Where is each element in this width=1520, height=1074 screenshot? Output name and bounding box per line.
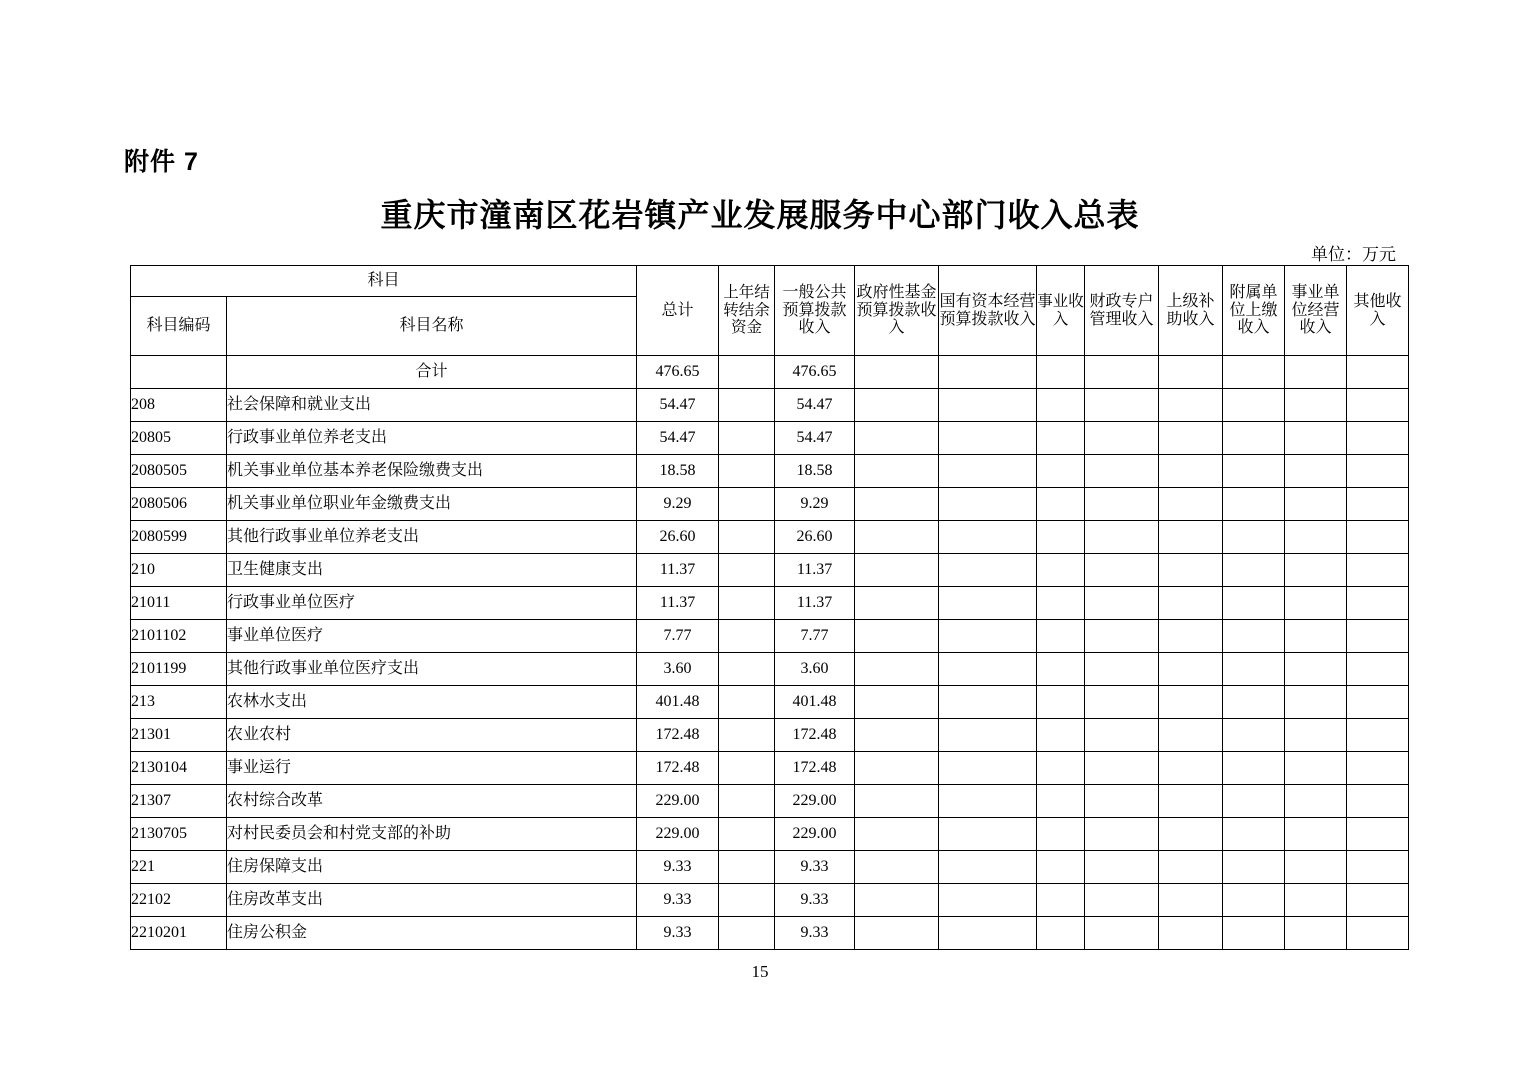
cell-business — [1037, 422, 1085, 455]
header-total: 总计 — [637, 266, 719, 356]
cell-other — [1347, 554, 1409, 587]
cell-special — [1085, 884, 1159, 917]
cell-soe — [939, 422, 1037, 455]
cell-fund — [855, 422, 939, 455]
cell-subject-name: 卫生健康支出 — [227, 554, 637, 587]
cell-carryover — [719, 587, 775, 620]
cell-operating — [1285, 587, 1347, 620]
cell-total: 54.47 — [637, 389, 719, 422]
cell-business — [1037, 521, 1085, 554]
cell-soe — [939, 587, 1037, 620]
table-row — [131, 752, 1409, 785]
cell-operating — [1285, 818, 1347, 851]
cell-other — [1347, 851, 1409, 884]
cell-total: 229.00 — [637, 818, 719, 851]
cell-soe — [939, 356, 1037, 389]
cell-fund — [855, 356, 939, 389]
cell-total: 54.47 — [637, 422, 719, 455]
cell-general: 11.37 — [775, 554, 855, 587]
cell-operating — [1285, 785, 1347, 818]
cell-carryover — [719, 620, 775, 653]
cell-subject-code: 210 — [131, 554, 227, 587]
table-row — [131, 389, 1409, 422]
cell-general: 9.33 — [775, 917, 855, 950]
table-row — [131, 488, 1409, 521]
cell-special — [1085, 785, 1159, 818]
cell-superior — [1159, 719, 1223, 752]
cell-operating — [1285, 521, 1347, 554]
cell-business — [1037, 587, 1085, 620]
cell-subject-code: 2101102 — [131, 620, 227, 653]
header-carryover: 上年结转结余资金 — [719, 266, 775, 356]
cell-subject-code: 2080505 — [131, 455, 227, 488]
cell-operating — [1285, 917, 1347, 950]
cell-soe — [939, 917, 1037, 950]
cell-subject-code: 20805 — [131, 422, 227, 455]
page-title: 重庆市潼南区花岩镇产业发展服务中心部门收入总表 — [380, 197, 1140, 233]
cell-operating — [1285, 752, 1347, 785]
cell-total: 229.00 — [637, 785, 719, 818]
cell-subject-name: 行政事业单位医疗 — [227, 587, 637, 620]
cell-carryover — [719, 389, 775, 422]
cell-general: 54.47 — [775, 422, 855, 455]
cell-general: 18.58 — [775, 455, 855, 488]
cell-total: 9.33 — [637, 917, 719, 950]
cell-operating — [1285, 620, 1347, 653]
cell-affiliate — [1223, 389, 1285, 422]
cell-general: 229.00 — [775, 785, 855, 818]
cell-business — [1037, 884, 1085, 917]
cell-total: 18.58 — [637, 455, 719, 488]
cell-fund — [855, 587, 939, 620]
cell-total: 9.29 — [637, 488, 719, 521]
cell-soe — [939, 620, 1037, 653]
cell-general: 26.60 — [775, 521, 855, 554]
cell-operating — [1285, 488, 1347, 521]
cell-fund — [855, 785, 939, 818]
cell-subject-code: 2130705 — [131, 818, 227, 851]
cell-superior — [1159, 521, 1223, 554]
cell-other — [1347, 488, 1409, 521]
table-row — [131, 818, 1409, 851]
header-gov-fund: 政府性基金预算拨款收入 — [855, 266, 939, 356]
cell-special — [1085, 521, 1159, 554]
cell-superior — [1159, 455, 1223, 488]
cell-total: 3.60 — [637, 653, 719, 686]
cell-business — [1037, 752, 1085, 785]
cell-special — [1085, 752, 1159, 785]
cell-subject-name: 其他行政事业单位养老支出 — [227, 521, 637, 554]
unit-label: 单位：万元 — [1311, 245, 1396, 264]
cell-affiliate — [1223, 554, 1285, 587]
cell-carryover — [719, 818, 775, 851]
cell-soe — [939, 851, 1037, 884]
cell-carryover — [719, 422, 775, 455]
cell-subject-name: 机关事业单位职业年金缴费支出 — [227, 488, 637, 521]
cell-superior — [1159, 884, 1223, 917]
cell-affiliate — [1223, 719, 1285, 752]
cell-soe — [939, 719, 1037, 752]
cell-other — [1347, 422, 1409, 455]
cell-affiliate — [1223, 455, 1285, 488]
cell-soe — [939, 554, 1037, 587]
cell-superior — [1159, 488, 1223, 521]
cell-special — [1085, 620, 1159, 653]
table-row — [131, 587, 1409, 620]
cell-operating — [1285, 653, 1347, 686]
cell-general: 9.33 — [775, 851, 855, 884]
cell-business — [1037, 620, 1085, 653]
cell-total: 7.77 — [637, 620, 719, 653]
cell-operating — [1285, 356, 1347, 389]
cell-fund — [855, 851, 939, 884]
table-row — [131, 455, 1409, 488]
cell-fund — [855, 719, 939, 752]
cell-carryover — [719, 719, 775, 752]
cell-other — [1347, 917, 1409, 950]
cell-total: 172.48 — [637, 719, 719, 752]
cell-subject-name: 事业运行 — [227, 752, 637, 785]
cell-operating — [1285, 884, 1347, 917]
cell-subject-code — [131, 356, 227, 389]
cell-other — [1347, 356, 1409, 389]
cell-subject-name: 住房保障支出 — [227, 851, 637, 884]
cell-operating — [1285, 851, 1347, 884]
table-header-row-1 — [131, 266, 1409, 297]
cell-subject-name: 行政事业单位养老支出 — [227, 422, 637, 455]
cell-special — [1085, 653, 1159, 686]
cell-operating — [1285, 686, 1347, 719]
cell-carryover — [719, 686, 775, 719]
cell-business — [1037, 653, 1085, 686]
cell-special — [1085, 488, 1159, 521]
cell-other — [1347, 719, 1409, 752]
cell-fund — [855, 554, 939, 587]
cell-other — [1347, 587, 1409, 620]
page-number: 15 — [751, 962, 769, 981]
cell-subject-code: 21307 — [131, 785, 227, 818]
header-soe-capital: 国有资本经营预算拨款收入 — [939, 266, 1037, 356]
cell-superior — [1159, 422, 1223, 455]
cell-carryover — [719, 884, 775, 917]
cell-fund — [855, 818, 939, 851]
cell-subject-code: 2080506 — [131, 488, 227, 521]
cell-general: 172.48 — [775, 719, 855, 752]
header-special-account: 财政专户管理收入 — [1085, 266, 1159, 356]
table-body — [131, 356, 1409, 950]
cell-soe — [939, 884, 1037, 917]
cell-general: 11.37 — [775, 587, 855, 620]
cell-special — [1085, 719, 1159, 752]
cell-soe — [939, 686, 1037, 719]
cell-subject-code: 2080599 — [131, 521, 227, 554]
table-row — [131, 851, 1409, 884]
cell-subject-code: 221 — [131, 851, 227, 884]
cell-business — [1037, 356, 1085, 389]
table-row — [131, 653, 1409, 686]
cell-soe — [939, 521, 1037, 554]
cell-subject-name: 住房改革支出 — [227, 884, 637, 917]
cell-general: 54.47 — [775, 389, 855, 422]
cell-superior — [1159, 752, 1223, 785]
cell-affiliate — [1223, 851, 1285, 884]
cell-subject-name: 农村综合改革 — [227, 785, 637, 818]
cell-business — [1037, 785, 1085, 818]
cell-special — [1085, 455, 1159, 488]
cell-other — [1347, 620, 1409, 653]
table-row — [131, 884, 1409, 917]
table-row — [131, 554, 1409, 587]
cell-other — [1347, 818, 1409, 851]
cell-affiliate — [1223, 620, 1285, 653]
table-row — [131, 917, 1409, 950]
cell-operating — [1285, 389, 1347, 422]
cell-special — [1085, 587, 1159, 620]
cell-fund — [855, 488, 939, 521]
cell-soe — [939, 653, 1037, 686]
cell-soe — [939, 389, 1037, 422]
cell-affiliate — [1223, 422, 1285, 455]
cell-other — [1347, 389, 1409, 422]
cell-fund — [855, 752, 939, 785]
cell-affiliate — [1223, 356, 1285, 389]
cell-other — [1347, 785, 1409, 818]
cell-superior — [1159, 653, 1223, 686]
cell-superior — [1159, 389, 1223, 422]
cell-carryover — [719, 752, 775, 785]
cell-superior — [1159, 620, 1223, 653]
cell-affiliate — [1223, 818, 1285, 851]
cell-subject-name: 事业单位医疗 — [227, 620, 637, 653]
cell-business — [1037, 719, 1085, 752]
cell-soe — [939, 818, 1037, 851]
cell-subject-code: 2210201 — [131, 917, 227, 950]
cell-carryover — [719, 851, 775, 884]
cell-subject-code: 2101199 — [131, 653, 227, 686]
cell-total: 9.33 — [637, 851, 719, 884]
cell-special — [1085, 422, 1159, 455]
cell-general: 9.29 — [775, 488, 855, 521]
table-row — [131, 356, 1409, 389]
header-subject-code: 科目编码 — [131, 297, 227, 356]
cell-subject-code: 21301 — [131, 719, 227, 752]
cell-other — [1347, 521, 1409, 554]
cell-affiliate — [1223, 785, 1285, 818]
cell-operating — [1285, 422, 1347, 455]
header-subject-name: 科目名称 — [227, 297, 637, 356]
cell-special — [1085, 554, 1159, 587]
cell-business — [1037, 686, 1085, 719]
cell-special — [1085, 851, 1159, 884]
cell-fund — [855, 917, 939, 950]
cell-fund — [855, 455, 939, 488]
cell-subject-code: 22102 — [131, 884, 227, 917]
cell-affiliate — [1223, 653, 1285, 686]
cell-operating — [1285, 455, 1347, 488]
cell-carryover — [719, 917, 775, 950]
table-row — [131, 785, 1409, 818]
cell-general: 401.48 — [775, 686, 855, 719]
cell-general: 9.33 — [775, 884, 855, 917]
cell-carryover — [719, 653, 775, 686]
header-other-income: 其他收入 — [1347, 266, 1409, 356]
table-row — [131, 686, 1409, 719]
cell-subject-name: 机关事业单位基本养老保险缴费支出 — [227, 455, 637, 488]
cell-affiliate — [1223, 884, 1285, 917]
cell-fund — [855, 686, 939, 719]
budget-income-table — [130, 265, 1409, 950]
cell-subject-code: 2130104 — [131, 752, 227, 785]
header-superior-subsidy: 上级补助收入 — [1159, 266, 1223, 356]
table-row — [131, 521, 1409, 554]
cell-fund — [855, 653, 939, 686]
cell-operating — [1285, 554, 1347, 587]
cell-other — [1347, 686, 1409, 719]
cell-subject-name: 社会保障和就业支出 — [227, 389, 637, 422]
header-operating-income: 事业单位经营收入 — [1285, 266, 1347, 356]
cell-subject-name: 对村民委员会和村党支部的补助 — [227, 818, 637, 851]
cell-affiliate — [1223, 587, 1285, 620]
cell-total: 11.37 — [637, 587, 719, 620]
cell-carryover — [719, 785, 775, 818]
cell-business — [1037, 455, 1085, 488]
header-general-budget: 一般公共预算拨款收入 — [775, 266, 855, 356]
cell-general: 229.00 — [775, 818, 855, 851]
cell-carryover — [719, 356, 775, 389]
cell-superior — [1159, 785, 1223, 818]
cell-special — [1085, 818, 1159, 851]
cell-operating — [1285, 719, 1347, 752]
cell-business — [1037, 389, 1085, 422]
cell-affiliate — [1223, 488, 1285, 521]
cell-superior — [1159, 851, 1223, 884]
cell-affiliate — [1223, 752, 1285, 785]
cell-special — [1085, 917, 1159, 950]
cell-superior — [1159, 686, 1223, 719]
cell-total: 26.60 — [637, 521, 719, 554]
cell-other — [1347, 653, 1409, 686]
cell-subject-name: 农林水支出 — [227, 686, 637, 719]
cell-superior — [1159, 554, 1223, 587]
cell-soe — [939, 488, 1037, 521]
cell-fund — [855, 521, 939, 554]
cell-total: 11.37 — [637, 554, 719, 587]
cell-business — [1037, 917, 1085, 950]
cell-affiliate — [1223, 686, 1285, 719]
cell-superior — [1159, 356, 1223, 389]
cell-subject-code: 208 — [131, 389, 227, 422]
header-subject-group: 科目 — [131, 266, 637, 297]
cell-superior — [1159, 587, 1223, 620]
cell-subject-name: 其他行政事业单位医疗支出 — [227, 653, 637, 686]
cell-soe — [939, 752, 1037, 785]
cell-general: 172.48 — [775, 752, 855, 785]
cell-other — [1347, 455, 1409, 488]
cell-carryover — [719, 521, 775, 554]
cell-total: 9.33 — [637, 884, 719, 917]
cell-fund — [855, 620, 939, 653]
cell-fund — [855, 884, 939, 917]
cell-special — [1085, 686, 1159, 719]
cell-general: 7.77 — [775, 620, 855, 653]
cell-business — [1037, 554, 1085, 587]
cell-subject-code: 213 — [131, 686, 227, 719]
cell-soe — [939, 785, 1037, 818]
cell-subject-code: 21011 — [131, 587, 227, 620]
table-row — [131, 620, 1409, 653]
cell-carryover — [719, 554, 775, 587]
cell-superior — [1159, 818, 1223, 851]
table-row — [131, 719, 1409, 752]
header-affiliate-payment: 附属单位上缴收入 — [1223, 266, 1285, 356]
cell-affiliate — [1223, 917, 1285, 950]
header-business-income: 事业收入 — [1037, 266, 1085, 356]
cell-fund — [855, 389, 939, 422]
cell-special — [1085, 356, 1159, 389]
attachment-label: 附件 7 — [124, 148, 199, 176]
cell-total: 476.65 — [637, 356, 719, 389]
table-row — [131, 422, 1409, 455]
cell-other — [1347, 752, 1409, 785]
cell-business — [1037, 488, 1085, 521]
cell-other — [1347, 884, 1409, 917]
cell-special — [1085, 389, 1159, 422]
cell-total: 172.48 — [637, 752, 719, 785]
cell-superior — [1159, 917, 1223, 950]
cell-general: 3.60 — [775, 653, 855, 686]
cell-affiliate — [1223, 521, 1285, 554]
cell-general: 476.65 — [775, 356, 855, 389]
cell-total: 401.48 — [637, 686, 719, 719]
cell-business — [1037, 851, 1085, 884]
cell-subject-name: 合计 — [227, 356, 637, 389]
cell-soe — [939, 455, 1037, 488]
cell-carryover — [719, 455, 775, 488]
cell-business — [1037, 818, 1085, 851]
cell-carryover — [719, 488, 775, 521]
cell-subject-name: 住房公积金 — [227, 917, 637, 950]
cell-subject-name: 农业农村 — [227, 719, 637, 752]
